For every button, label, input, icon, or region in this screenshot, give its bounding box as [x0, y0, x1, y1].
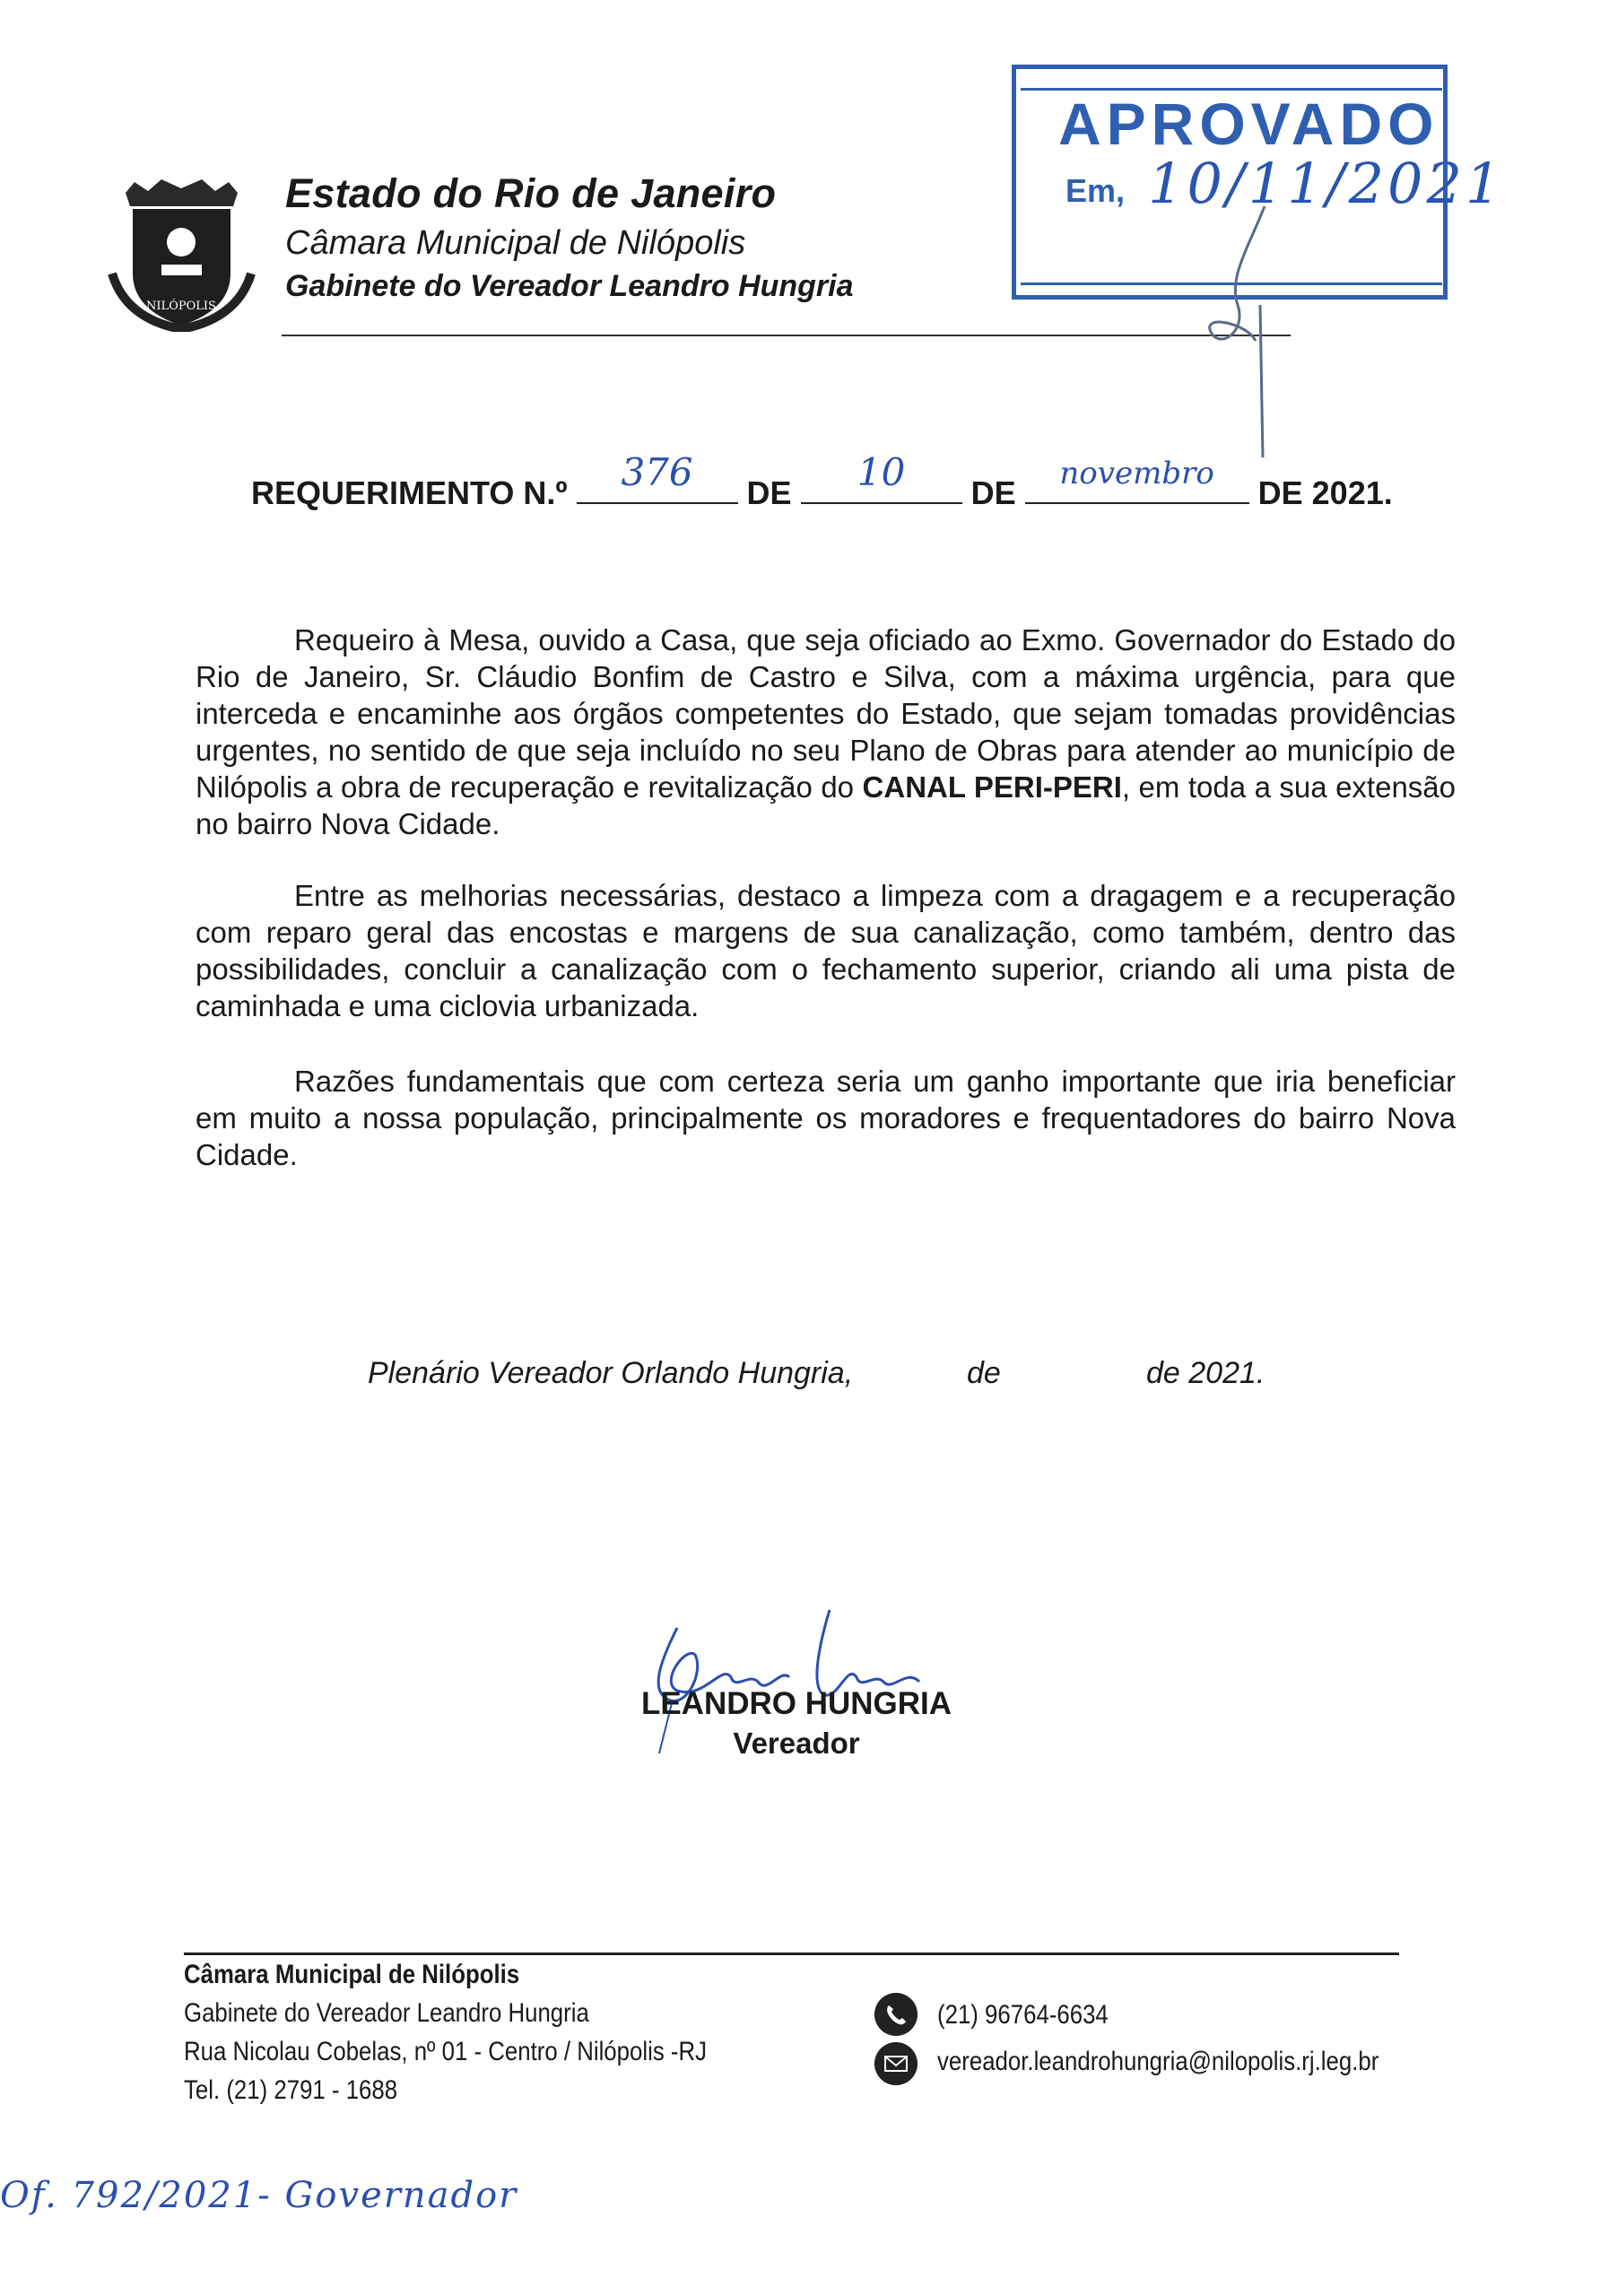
footer-camara: Câmara Municipal de Nilópolis — [184, 1960, 520, 1989]
place-year: de 2021. — [1146, 1356, 1265, 1390]
footer-phone: (21) 96764-6634 — [937, 2000, 1109, 2030]
handwritten-annotation: Of. 792/2021- Governador — [0, 2175, 518, 2216]
header-divider — [282, 335, 1291, 336]
footer-email: vereador.leandrohungria@nilopolis.rj.leg.br — [937, 2047, 1379, 2076]
body-paragraph-3 — [196, 1063, 1456, 1173]
requerimento-number: 376 — [621, 450, 693, 494]
place-text: Plenário Vereador Orlando Hungria, — [368, 1356, 854, 1390]
header-state: Estado do Rio de Janeiro — [285, 170, 777, 216]
body-paragraph-1 — [196, 622, 1456, 842]
footer-divider — [184, 1952, 1399, 1955]
p1-text: Requeiro à Mesa, ouvido a Casa, que seja oficiado ao Exmo. Governador do Estado do Rio de Janeiro, Sr. Cláudio Bonfim de Castro e Silva, com a máxima urgência, para que interceda e encaminhe aos órgãos competentes do Estado, que sejam tomadas providências urgentes, no sentido de que seja incluído no seu Plano de Obras para atender ao município de Nilópolis a obra de recuperação e revitalização do — [196, 623, 1456, 804]
header-camara: Câmara Municipal de Nilópolis — [285, 224, 746, 262]
requerimento-month: novembro — [1059, 456, 1214, 491]
stamp-title: APROVADO — [1058, 91, 1439, 157]
signer-role: Vereador — [733, 1726, 860, 1760]
requerimento-day: 10 — [857, 450, 906, 494]
requerimento-month-blank — [1025, 456, 1249, 504]
email-icon — [874, 2042, 918, 2085]
p2-text: Entre as melhorias necessárias, destaco a limpeza com a dragagem e a recuperação com reparo geral das encostas e margens de sua canalização, como também, dentro das possibilidades, concluir a canalização com o fechamento superior, criando ali uma pista de caminhada e uma ciclovia urbanizada. — [196, 879, 1456, 1022]
body-paragraph-2 — [196, 877, 1456, 1024]
stamp-date: 10/11/2021 — [1148, 151, 1505, 216]
signer-name: LEANDRO HUNGRIA — [640, 1686, 952, 1721]
requerimento-de3: DE 2021. — [1257, 474, 1393, 511]
stamp-initial-signature — [1193, 197, 1300, 466]
stamp-em-label: Em, — [1065, 172, 1126, 209]
whatsapp-icon — [874, 1993, 918, 2036]
requerimento-day-blank — [801, 450, 962, 504]
footer-tel: Tel. (21) 2791 - 1688 — [184, 2075, 398, 2105]
requerimento-line — [251, 450, 1393, 512]
footer-gabinete: Gabinete do Vereador Leandro Hungria — [184, 1998, 589, 2028]
footer-address: Rua Nicolau Cobelas, nº 01 - Centro / Nilópolis -RJ — [184, 2037, 708, 2066]
place-de: de — [967, 1356, 1001, 1390]
requerimento-number-blank — [577, 450, 738, 504]
requerimento-de2: DE — [970, 474, 1016, 511]
p1-bold: CANAL PERI-PERI — [862, 770, 1122, 804]
requerimento-de1: DE — [746, 474, 792, 511]
municipal-seal-icon — [108, 175, 256, 332]
p1-end: , em toda a sua extensão no bairro Nova Cidade. — [196, 770, 1457, 840]
p3-text: Razões fundamentais que com certeza seria um ganho importante que iria beneficiar em muito a nossa população, principalmente os moradores e frequentadores do bairro Nova Cidade. — [196, 1065, 1456, 1171]
header-gabinete: Gabinete do Vereador Leandro Hungria — [285, 269, 854, 303]
requerimento-label: REQUERIMENTO N.º — [251, 474, 568, 511]
seal-text: NILÓPOLIS — [146, 300, 216, 313]
